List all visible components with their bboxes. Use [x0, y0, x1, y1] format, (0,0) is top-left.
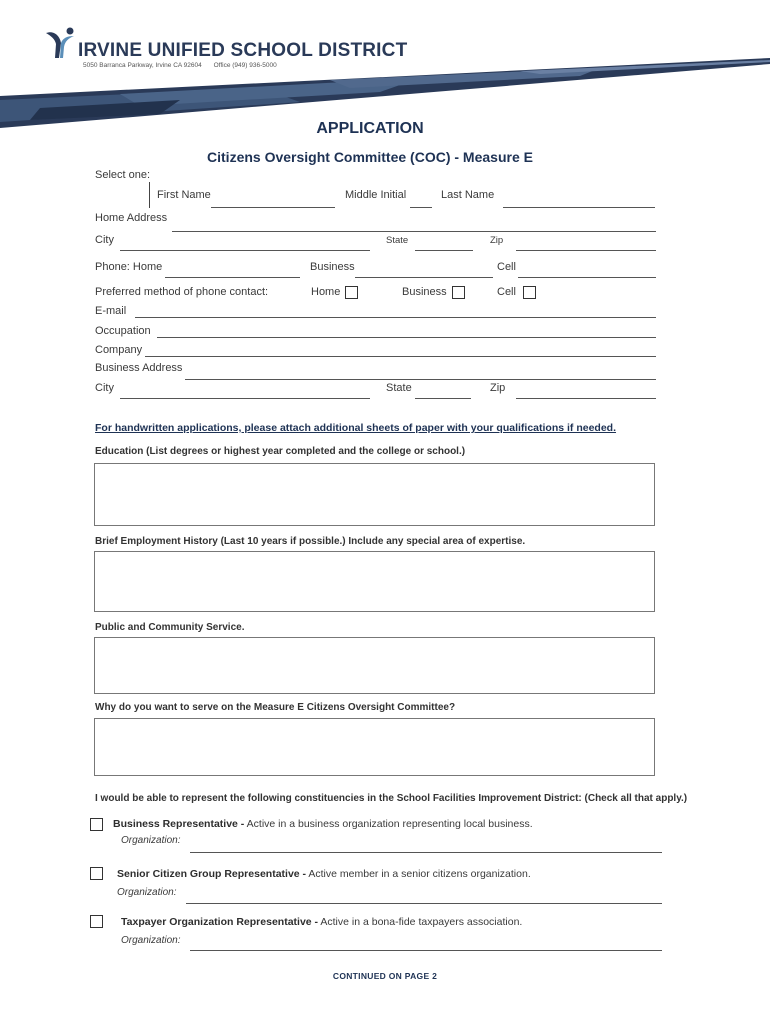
company-label: Company: [95, 344, 143, 356]
district-address: 5050 Barranca Parkway, Irvine CA 92604: [83, 62, 202, 69]
city-field[interactable]: [120, 250, 370, 251]
pref-business-checkbox[interactable]: [452, 286, 465, 299]
district-phone: Office (949) 936-5000: [213, 62, 277, 69]
company-field[interactable]: [145, 356, 656, 357]
business-rep-checkbox[interactable]: [90, 818, 103, 831]
zip2-field[interactable]: [516, 398, 656, 399]
zip-label: Zip: [490, 235, 504, 246]
first-name-label: First Name: [157, 189, 211, 201]
state-field[interactable]: [415, 250, 473, 251]
state2-label: State: [386, 382, 412, 394]
service-heading: Public and Community Service.: [95, 622, 245, 633]
middle-initial-field[interactable]: [410, 207, 432, 208]
senior-rep-checkbox[interactable]: [90, 867, 103, 880]
middle-initial-label: Middle Initial: [345, 189, 407, 201]
phone-business-field[interactable]: [355, 277, 493, 278]
page-title: APPLICATION: [316, 120, 424, 137]
preferred-contact-label: Preferred method of phone contact:: [95, 286, 269, 298]
state-label: State: [386, 235, 409, 246]
taxpayer-rep-org-field[interactable]: [190, 950, 662, 951]
last-name-field[interactable]: [503, 207, 655, 208]
phone-cell-label: Cell: [497, 261, 516, 273]
employment-heading: Brief Employment History (Last 10 years if possible.) Include any special area of expertise.: [95, 536, 526, 547]
phone-home-label: Phone: Home: [95, 261, 163, 273]
senior-rep-label: Senior Citizen Group Representative - Active member in a senior citizens organization.: [117, 868, 531, 880]
senior-rep-org-label: Organization:: [117, 887, 177, 898]
page-subtitle: Citizens Oversight Committee (COC) - Measure E: [207, 149, 533, 165]
first-name-field[interactable]: [211, 207, 335, 208]
zip2-label: Zip: [490, 382, 506, 394]
email-label: E-mail: [95, 305, 127, 317]
business-rep-label: Business Representative - Active in a business organization representing local business.: [113, 818, 533, 830]
state2-field[interactable]: [415, 398, 471, 399]
city2-field[interactable]: [120, 398, 370, 399]
service-textarea[interactable]: [94, 637, 655, 694]
why-heading: Why do you want to serve on the Measure E Citizens Oversight Committee?: [95, 702, 456, 713]
continued-footer: CONTINUED ON PAGE 2: [332, 971, 438, 981]
pref-home-checkbox[interactable]: [345, 286, 358, 299]
taxpayer-rep-checkbox[interactable]: [90, 915, 103, 928]
pref-cell-checkbox[interactable]: [523, 286, 536, 299]
last-name-label: Last Name: [441, 189, 495, 201]
business-rep-org-label: Organization:: [121, 835, 181, 846]
senior-rep-org-field[interactable]: [186, 903, 662, 904]
constituencies-heading: I would be able to represent the following constituencies in the School Facilities Improvement District: (Check all that apply.): [95, 793, 688, 804]
business-address-field[interactable]: [185, 379, 656, 380]
zip-field[interactable]: [516, 250, 656, 251]
home-address-label: Home Address: [95, 212, 168, 224]
business-rep-org-field[interactable]: [190, 852, 662, 853]
city-label: City: [95, 234, 114, 246]
handwritten-note: For handwritten applications, please attach additional sheets of paper with your qualifications if needed.: [95, 422, 617, 434]
why-textarea[interactable]: [94, 718, 655, 776]
education-textarea[interactable]: [94, 463, 655, 526]
business-address-label: Business Address: [95, 362, 183, 374]
pref-cell-label: Cell: [497, 286, 516, 298]
taxpayer-rep-org-label: Organization:: [121, 935, 181, 946]
phone-business-label: Business: [310, 261, 355, 273]
employment-textarea[interactable]: [94, 551, 655, 612]
pref-business-label: Business: [402, 286, 447, 298]
phone-home-field[interactable]: [165, 277, 300, 278]
taxpayer-rep-label: Taxpayer Organization Representative - Active in a bona-fide taxpayers association.: [121, 916, 523, 928]
select-divider: [149, 182, 150, 208]
home-address-field[interactable]: [172, 231, 656, 232]
select-one-label: Select one:: [95, 169, 151, 181]
district-name: IRVINE UNIFIED SCHOOL DISTRICT: [78, 40, 408, 61]
email-field[interactable]: [135, 317, 656, 318]
pref-home-label: Home: [311, 286, 341, 298]
phone-cell-field[interactable]: [518, 277, 656, 278]
city2-label: City: [95, 382, 114, 394]
occupation-label: Occupation: [95, 325, 151, 337]
education-heading: Education (List degrees or highest year completed and the college or school.): [95, 446, 466, 457]
occupation-field[interactable]: [157, 337, 656, 338]
